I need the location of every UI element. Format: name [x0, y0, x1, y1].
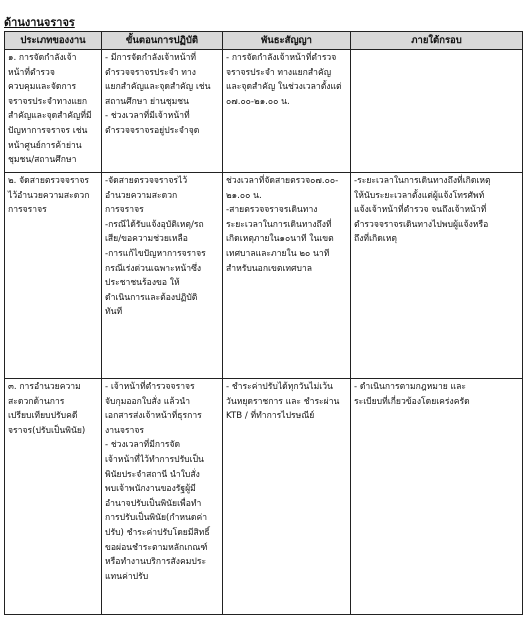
framework-cell [351, 379, 523, 615]
pledge-cell [223, 50, 351, 173]
table-row [5, 379, 523, 615]
cell-text-line: ควบคุมและจัดการ [8, 82, 77, 93]
cell-text-line: ขอผ่อนชำระตามหลักเกณฑ์ [105, 542, 208, 553]
cell-text-line: ดำเนินการและต้องปฏิบัติ [105, 292, 198, 303]
cell-text-line: ๒๑.๐๐ น. [226, 190, 262, 201]
cell-text-line: -กรณีได้รับแจ้งอุบัติเหตุ/รถ [105, 219, 204, 230]
type-cell [5, 379, 102, 615]
cell-text-line: ๓. การอำนวยความ [8, 382, 81, 392]
column-header-steps: ขั้นตอนการปฏิบัติ [102, 32, 223, 50]
cell-text-line: แยกสำคัญและจุดสำคัญ เช่น [105, 82, 211, 93]
cell-text-line: หรือทำงานบริการสังคมประ [105, 557, 207, 568]
pledge-cell [223, 379, 351, 615]
cell-text-line: ตำรวจจราจรเดินทางไปพบผู้แจ้งหรือ [354, 219, 489, 230]
cell-text-line: เทศบาลและภายใน ๒๐ นาที [226, 248, 330, 259]
cell-text-line: - เจ้าหน้าที่ตำรวจจราจร [105, 382, 195, 392]
table-row [5, 173, 523, 379]
cell-text-line: ให้นับระยะเวลาตั้งแต่ผู้แจ้งโทรศัพท์ [354, 190, 485, 201]
cell-text-line: ชุมชน/สถานศึกษา [8, 155, 77, 166]
section-heading: ด้านงานจราจร [4, 16, 75, 29]
cell-text-line: ประชาชนร้องขอ ให้ [105, 278, 180, 289]
cell-text-line: จับกุมออกใบสั่ง แล้วนำ [105, 396, 191, 407]
cell-text-line: วันหยุดราชการ และ ชำระผ่าน [226, 396, 340, 407]
framework-cell [351, 173, 523, 379]
cell-text-line: -สายตรวจจราจรเดินทาง [226, 205, 318, 216]
cell-text-line: สำคัญและจุดสำคัญที่มี [8, 111, 92, 122]
cell-text-line: - ดำเนินการตามกฎหมาย และ [354, 382, 466, 392]
steps-cell [102, 379, 223, 615]
cell-text-line: จราจรประจำ ทางแยกสำคัญ [226, 67, 332, 78]
cell-text-line: - ช่วงเวลาที่มีเจ้าหน้าที่ [105, 111, 190, 122]
cell-text-line: - การจัดกำลังเจ้าหน้าที่ตำรวจ [226, 53, 337, 63]
cell-text-line: ๐๗.๐๐-๒๑.๐๐ น. [226, 96, 290, 107]
cell-text-line: -ระยะเวลาในการเดินทางถึงที่เกิดเหตุ [354, 176, 491, 186]
cell-text-line: ถึงที่เกิดเหตุ [354, 234, 397, 245]
cell-text-line: และจุดสำคัญ ในช่วงเวลาตั้งแต่ [226, 82, 342, 93]
cell-text-line: เปรียบเทียบปรับคดี [8, 411, 78, 422]
cell-text-line: หน้าศูนย์การค้าย่าน [8, 140, 82, 151]
cell-text-line: สำหรับนอกเขตเทศบาล [226, 263, 313, 274]
cell-text-line: แทนค่าปรับ [105, 571, 149, 582]
cell-text-line: อำนาจปรับเป็นพินัยเพื่อทำ [105, 498, 202, 509]
type-cell [5, 50, 102, 173]
cell-text-line: ช่วงเวลาที่จัดสายตรวจ๐๗.๐๐- [226, 176, 339, 186]
cell-text-line: ตำรวจจราจรอยู่ประจำจุด [105, 125, 200, 136]
cell-text-line: -การแก้ไขปัญหาการจราจร [105, 248, 206, 259]
cell-text-line: ระเบียบที่เกี่ยวข้องโดยเคร่งครัด [354, 396, 470, 407]
cell-text-line: อำนวยความสะดวก [105, 190, 178, 201]
steps-cell [102, 173, 223, 379]
cell-text-line: การจราจร [8, 205, 47, 216]
cell-text-line: พบเจ้าพนักงานของรัฐผู้มี [105, 484, 196, 495]
cell-text-line: - ช่วงเวลาที่มีการจัด [105, 440, 181, 451]
cell-text-line: จราจรประจำทางแยก [8, 96, 88, 107]
column-header-pledge: พันธะสัญญา [223, 32, 351, 50]
table-row [5, 50, 523, 173]
cell-text-line: เกิดเหตุภายใน๑๐นาที ในเขต [226, 234, 334, 245]
cell-text-line: KTB / ที่ทำการไปรษณีย์ [226, 411, 315, 422]
cell-text-line: ตำรวจจราจรประจำ ทาง [105, 67, 196, 78]
cell-text-line: จราจร(ปรับเป็นพินัย) [8, 425, 86, 436]
cell-text-line: พินัยประจำสถานี นำใบสั่ง [105, 469, 200, 480]
cell-text-line: สถานศึกษา ย่านชุมชน [105, 96, 189, 107]
cell-text-line: - ชำระค่าปรับได้ทุกวันไม่เว้น [226, 382, 333, 392]
cell-text-line: แจ้งเจ้าหน้าที่ตำรวจ จนถึงเจ้าหน้าที่ [354, 205, 487, 216]
cell-text-line: การจราจร [105, 205, 144, 216]
steps-cell [102, 50, 223, 173]
cell-text-line: ปรับ) ชำระค่าปรับโดยมีสิทธิ์ [105, 527, 210, 538]
cell-text-line: เสีย/ขอความช่วยเหลือ [105, 234, 188, 245]
traffic-service-table [4, 31, 523, 615]
column-header-framework: ภายใต้กรอบ [351, 32, 523, 50]
cell-text-line: -จัดสายตรวจจราจรไว้ [105, 176, 188, 186]
table-header-row [5, 32, 523, 50]
column-header-type: ประเภทของงาน [5, 32, 102, 50]
cell-text-line: เจ้าหน้าที่ไว้ทำการปรับเป็น [105, 454, 204, 465]
cell-text-line: ปัญหาการจราจร เช่น [8, 125, 88, 136]
cell-text-line: ทันที [105, 307, 123, 318]
cell-text-line: กรณีเร่งด่วนเฉพาะหน้าซึ่ง [105, 263, 202, 274]
cell-text-line: ๑. การจัดกำลังเจ้าหน้าที่ตำรวจ [8, 53, 77, 78]
cell-text-line: เอกสารส่งเจ้าหน้าที่ธุรการ [105, 411, 202, 422]
cell-text-line: สะดวกด้านการ [8, 396, 65, 407]
cell-text-line: งานจราจร [105, 425, 145, 436]
cell-text-line: ๒. จัดสายตรวจจราจร [8, 176, 90, 186]
pledge-cell [223, 173, 351, 379]
cell-text-line: การปรับเป็นพินัย(กำหนดค่า [105, 513, 208, 524]
cell-text-line: - มีการจัดกำลังเจ้าหน้าที่ [105, 53, 197, 63]
cell-text-line: ไว้อำนวยความสะดวก [8, 190, 90, 201]
framework-cell [351, 50, 523, 173]
cell-text-line: ระยะเวลาในการเดินทางถึงที่ [226, 219, 332, 230]
type-cell [5, 173, 102, 379]
